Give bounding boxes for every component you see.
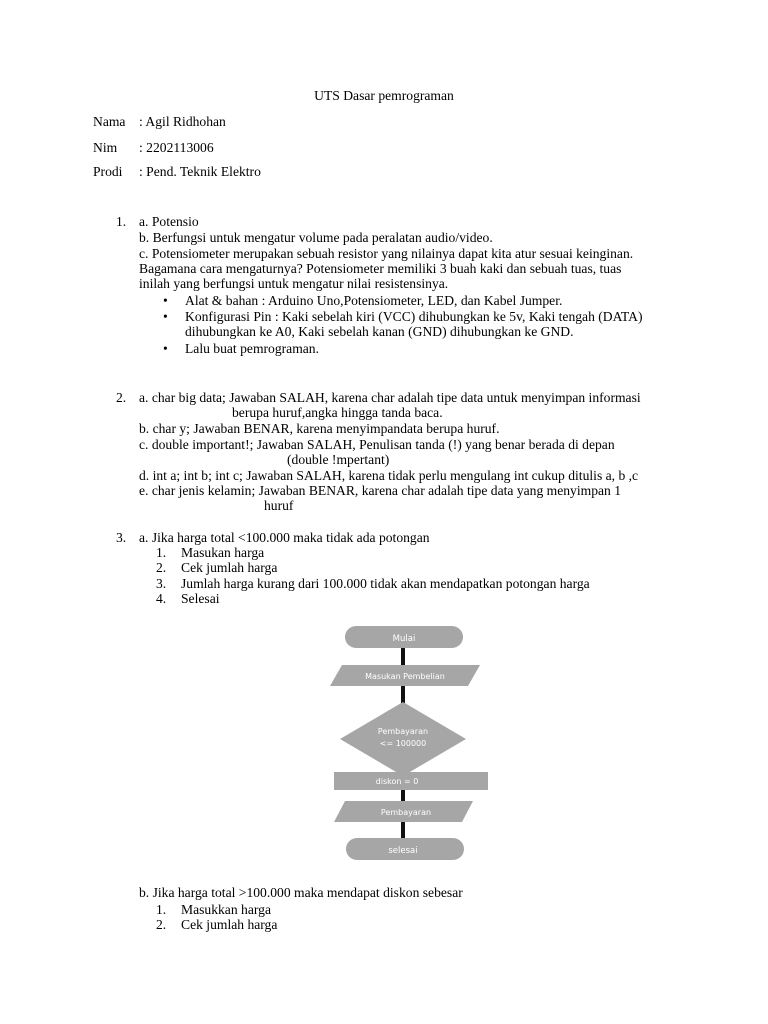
nim-label: Nim bbox=[93, 140, 118, 155]
bullet-icon: • bbox=[163, 309, 168, 324]
bullet-icon: • bbox=[163, 293, 168, 308]
q2-answer-e-line1: e. char jenis kelamin; Jawaban BENAR, karena char adalah tipe data yang menyimpan 1 bbox=[139, 483, 622, 498]
q3b-step-number: 2. bbox=[156, 917, 167, 932]
q1-answer-c-line3: inilah yang berfungsi untuk mengatur nilai resistensinya. bbox=[139, 276, 449, 291]
q3a-step-number: 4. bbox=[156, 591, 167, 606]
q3b-step-number: 1. bbox=[156, 902, 167, 917]
q1-answer-b: b. Berfungsi untuk mengatur volume pada peralatan audio/video. bbox=[139, 230, 493, 245]
q3a-step-text: Jumlah harga kurang dari 100.000 tidak akan mendapatkan potongan harga bbox=[181, 576, 590, 591]
prodi-value: : Pend. Teknik Elektro bbox=[139, 164, 261, 179]
q3b-step-text: Cek jumlah harga bbox=[181, 917, 278, 932]
q3-number: 3. bbox=[116, 530, 127, 545]
q1-bullet-1: Alat & bahan : Arduino Uno,Potensiometer, LED, dan Kabel Jumper. bbox=[185, 293, 563, 308]
q3a-step-number: 2. bbox=[156, 560, 167, 575]
nim-value: : 2202113006 bbox=[139, 140, 214, 155]
q3b-step-text: Masukkan harga bbox=[181, 902, 271, 917]
flowchart-decision-label-line2: <= 100000 bbox=[379, 739, 427, 748]
q2-number: 2. bbox=[116, 390, 127, 405]
q1-answer-c-line1: c. Potensiometer merupakan sebuah resistor yang nilainya dapat kita atur sesuai keinginan. bbox=[139, 246, 634, 261]
flowchart-output-label: Pembayaran bbox=[380, 808, 432, 817]
q2-answer-c-line2: (double !mpertant) bbox=[287, 452, 390, 467]
q1-answer-c-line2: Bagamana cara mengaturnya? Potensiometer memiliki 3 buah kaki dan sebuah tuas, tuas bbox=[139, 261, 622, 276]
q3-answer-a: a. Jika harga total <100.000 maka tidak ada potongan bbox=[139, 530, 430, 545]
bullet-icon: • bbox=[163, 341, 168, 356]
q3-answer-b: b. Jika harga total >100.000 maka mendapat diskon sebesar bbox=[139, 885, 463, 900]
flowchart-process-label: diskon = 0 bbox=[375, 777, 419, 786]
q3a-step-text: Cek jumlah harga bbox=[181, 560, 278, 575]
q2-answer-d: d. int a; int b; int c; Jawaban SALAH, karena tidak perlu mengulang int cukup ditulis a, b ,c bbox=[139, 468, 639, 483]
name-label: Nama bbox=[93, 114, 126, 129]
q1-bullet-2-line2: dihubungkan ke A0, Kaki sebelah kanan (GND) dihubungkan ke GND. bbox=[185, 324, 574, 339]
name-value: : Agil Ridhohan bbox=[139, 114, 226, 129]
document-title: UTS Dasar pemrograman bbox=[314, 88, 454, 103]
q1-answer-a: a. Potensio bbox=[139, 214, 199, 229]
flowchart-input-label: Masukan Pembelian bbox=[365, 672, 445, 681]
q3a-step-text: Selesai bbox=[181, 591, 220, 606]
flowchart bbox=[0, 620, 768, 860]
q2-answer-a-line1: a. char big data; Jawaban SALAH, karena char adalah tipe data untuk menyimpan informasi bbox=[139, 390, 641, 405]
flowchart-decision-label-line1: Pembayaran bbox=[377, 727, 429, 736]
flowchart-start-label: Mulai bbox=[392, 634, 416, 644]
q1-bullet-2-line1: Konfigurasi Pin : Kaki sebelah kiri (VCC) dihubungkan ke 5v, Kaki tengah (DATA) bbox=[185, 309, 643, 324]
q2-answer-a-line2: berupa huruf,angka hingga tanda baca. bbox=[232, 405, 443, 420]
q2-answer-c-line1: c. double important!; Jawaban SALAH, Penulisan tanda (!) yang benar berada di depan bbox=[139, 437, 615, 452]
q1-number: 1. bbox=[116, 214, 127, 229]
q3a-step-text: Masukan harga bbox=[181, 545, 265, 560]
q2-answer-e-line2: huruf bbox=[264, 498, 294, 513]
q1-bullet-3: Lalu buat pemrograman. bbox=[185, 341, 319, 356]
prodi-label: Prodi bbox=[93, 164, 123, 179]
flowchart-end-label: selesai bbox=[388, 846, 418, 856]
q3a-step-number: 3. bbox=[156, 576, 167, 591]
q3a-step-number: 1. bbox=[156, 545, 167, 560]
q2-answer-b: b. char y; Jawaban BENAR, karena menyimpandata berupa huruf. bbox=[139, 421, 500, 436]
